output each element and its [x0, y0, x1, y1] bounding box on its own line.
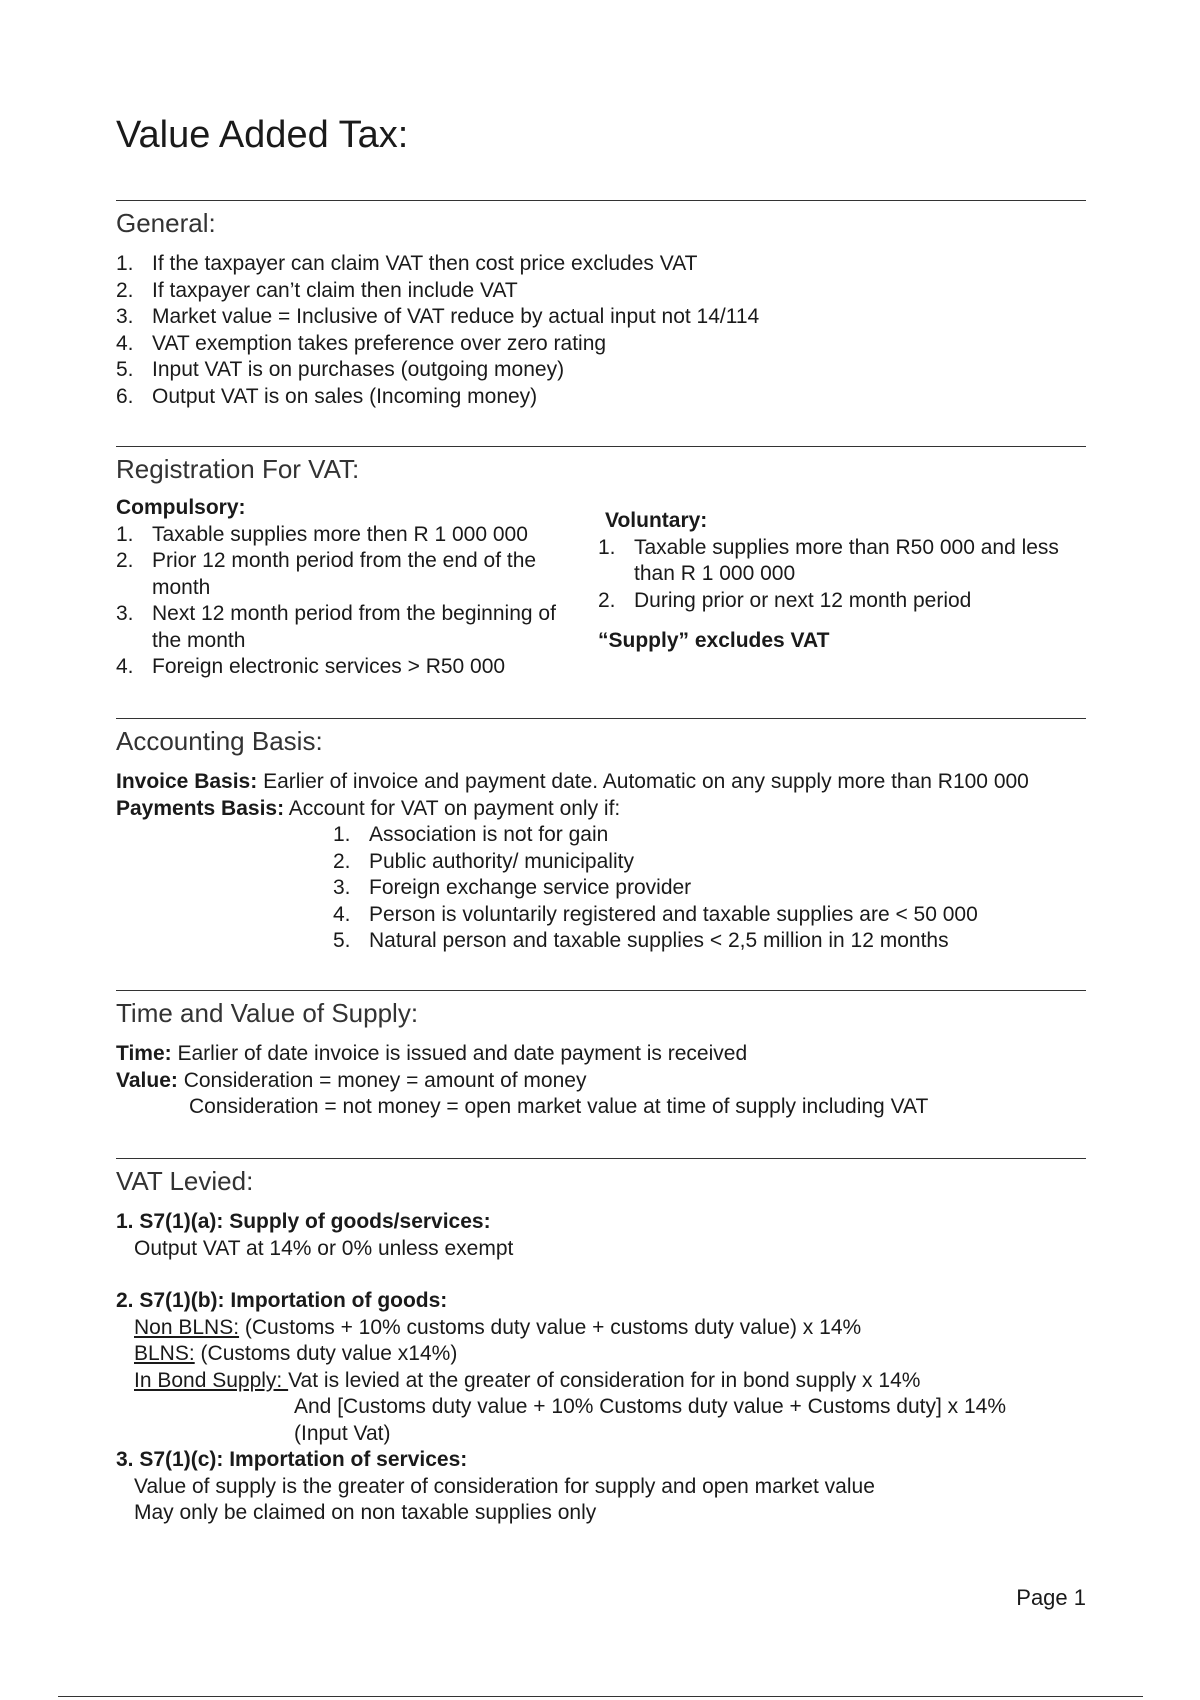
list-item: 3. Next 12 month period from the beginning of the month — [116, 602, 556, 652]
s7-1c-text-2: May only be claimed on non taxable supplies only — [134, 1501, 597, 1524]
in-bond-line-3: (Input Vat) — [294, 1421, 391, 1445]
section-divider — [116, 990, 1086, 991]
compulsory-label: Compulsory: — [116, 496, 246, 519]
time-value-body — [116, 1041, 1086, 1121]
list-item: 4. Person is voluntarily registered and taxable supplies are < 50 000 — [333, 902, 978, 926]
list-item: 4. Foreign electronic services > R50 000 — [116, 655, 506, 678]
list-item: 2. Prior 12 month period from the end of the month — [116, 549, 537, 599]
list-item: 5. Input VAT is on purchases (outgoing money) — [116, 358, 565, 381]
page-number: Page 1 — [1016, 1585, 1086, 1610]
list-item: 1. Taxable supplies more than R50 000 and less than R 1 000 000 — [598, 535, 1059, 585]
value-line-2: Consideration = not money = open market value at time of supply including VAT — [189, 1095, 929, 1118]
page-bottom-divider — [58, 1696, 1143, 1697]
accounting-body — [116, 769, 1116, 955]
section-divider — [116, 718, 1086, 719]
value-line: Value: Consideration = money = amount of money — [116, 1068, 587, 1092]
vat-levied-heading: VAT Levied: — [116, 1166, 254, 1196]
list-item: 3. Market value = Inclusive of VAT reduce by actual input not 14/114 — [116, 305, 760, 328]
s7-1a-title: 1. S7(1)(a): Supply of goods/services: — [116, 1210, 491, 1233]
document-title: Value Added Tax: — [116, 114, 409, 156]
voluntary-column — [598, 508, 1088, 655]
list-item: 6. Output VAT is on sales (Incoming money) — [116, 384, 538, 408]
registration-heading: Registration For VAT: — [116, 454, 360, 484]
section-divider — [116, 446, 1086, 447]
general-list — [116, 251, 1086, 410]
compulsory-column — [116, 495, 576, 681]
section-divider — [116, 1158, 1086, 1159]
payments-conditions-list — [333, 822, 1116, 955]
vat-levied-body — [116, 1209, 1086, 1527]
payments-basis: Payments Basis: Account for VAT on payment only if: — [116, 796, 621, 820]
list-item: 2. If taxpayer can’t claim then include VAT — [116, 278, 518, 302]
time-value-heading: Time and Value of Supply: — [116, 998, 419, 1028]
s7-1c-title: 3. S7(1)(c): Importation of services: — [116, 1448, 468, 1471]
list-item: 5. Natural person and taxable supplies < 2,5 million in 12 months — [333, 929, 949, 952]
supply-note: “Supply” excludes VAT — [598, 629, 830, 652]
list-item: 1. Taxable supplies more then R 1 000 000 — [116, 522, 528, 546]
list-item: 1. If the taxpayer can claim VAT then cost price excludes VAT — [116, 252, 698, 275]
general-heading: General: — [116, 208, 216, 238]
voluntary-label: Voluntary: — [605, 509, 708, 532]
in-bond-line-2: And [Customs duty value + 10% Customs duty value + Customs duty] x 14% — [294, 1395, 1007, 1418]
s7-1c-text-1: Value of supply is the greater of consideration for supply and open market value — [134, 1474, 875, 1498]
voluntary-list — [598, 535, 1088, 615]
s7-1b-title: 2. S7(1)(b): Importation of goods: — [116, 1289, 448, 1312]
compulsory-list — [116, 522, 576, 681]
non-blns-line: Non BLNS: (Customs + 10% customs duty value + customs duty value) x 14% — [134, 1315, 862, 1339]
list-item: 1. Association is not for gain — [333, 823, 609, 846]
invoice-basis: Invoice Basis: Earlier of invoice and payment date. Automatic on any supply more than R100 000 — [116, 770, 1029, 793]
list-item: 2. Public authority/ municipality — [333, 849, 634, 873]
s7-1a-text: Output VAT at 14% or 0% unless exempt — [134, 1236, 514, 1260]
section-divider — [116, 200, 1086, 201]
list-item: 4. VAT exemption takes preference over zero rating — [116, 331, 607, 355]
accounting-heading: Accounting Basis: — [116, 726, 323, 756]
list-item: 3. Foreign exchange service provider — [333, 876, 692, 899]
time-line: Time: Earlier of date invoice is issued and date payment is received — [116, 1042, 748, 1065]
blns-line: BLNS: (Customs duty value x14%) — [134, 1342, 458, 1365]
list-item: 2. During prior or next 12 month period — [598, 588, 972, 612]
in-bond-line: In Bond Supply: Vat is levied at the greater of consideration for in bond supply x 14% — [134, 1368, 921, 1392]
